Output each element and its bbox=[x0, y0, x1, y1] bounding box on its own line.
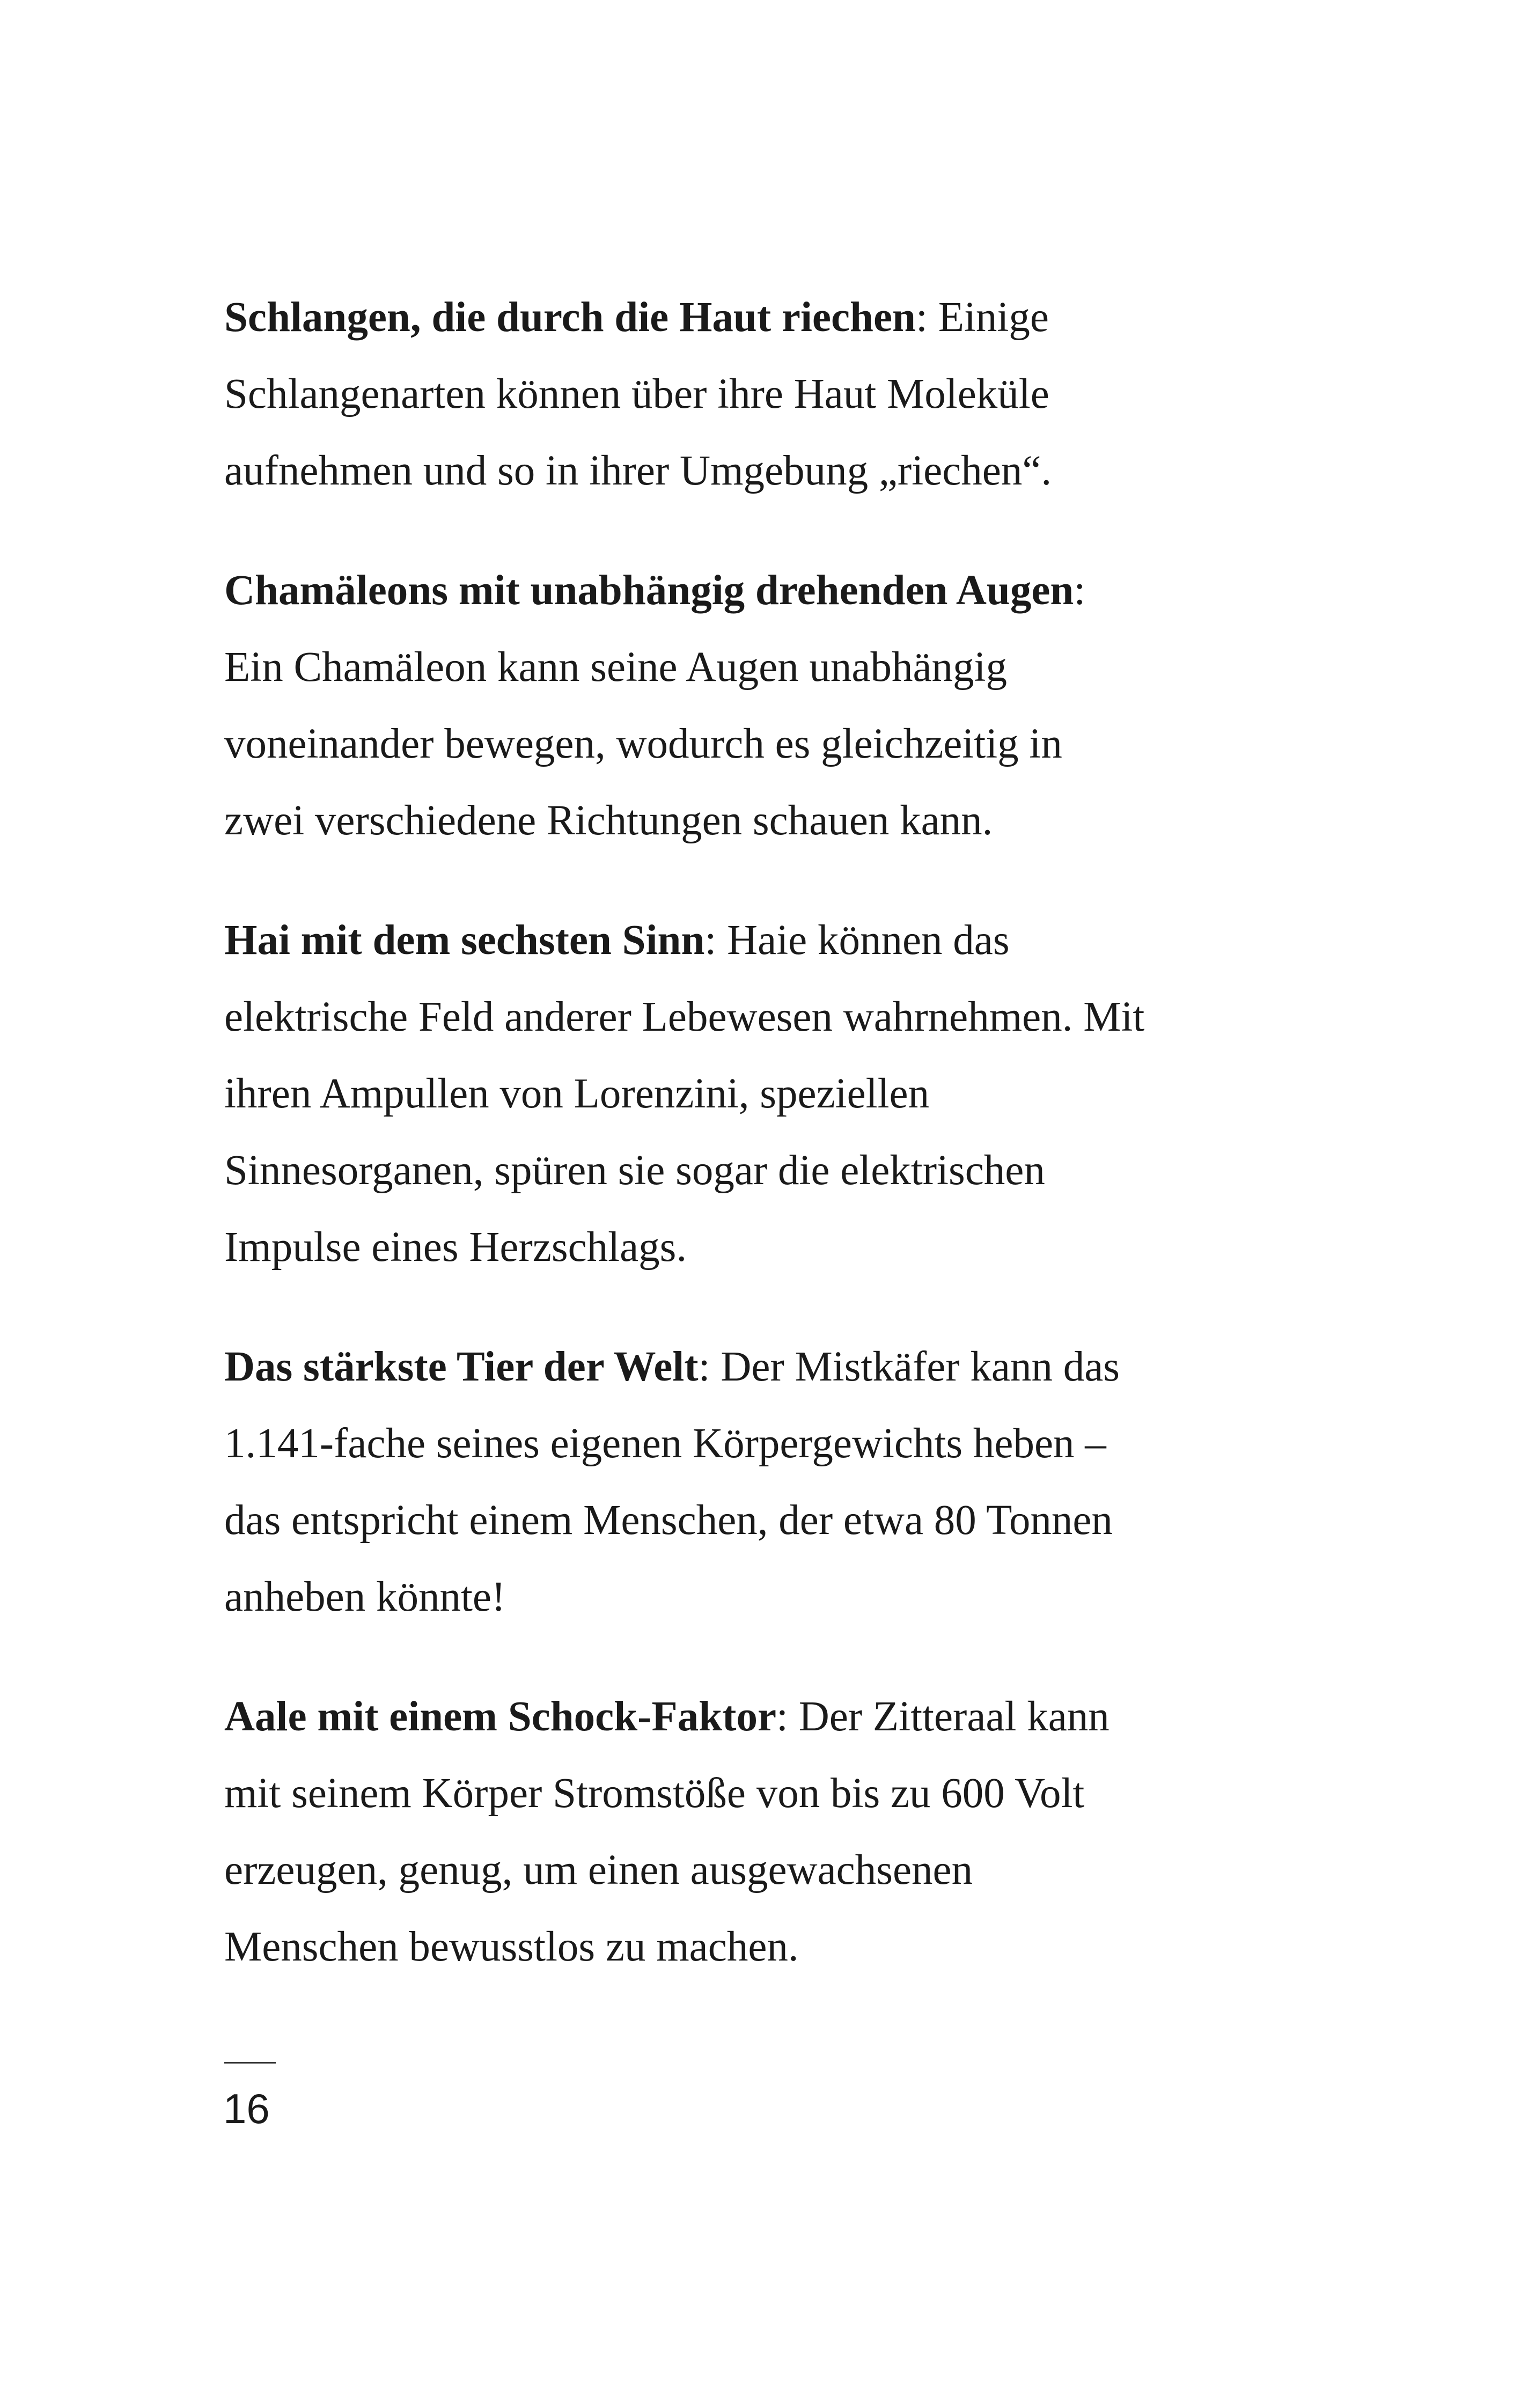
entry-line: elektrische Feld anderer Lebewesen wahrnehmen. Mit bbox=[224, 994, 1145, 1040]
entry-line: zwei verschiedene Richtungen schauen kann. bbox=[224, 797, 993, 844]
entry-strongest-animal bbox=[224, 1328, 1244, 1635]
entry-first-line bbox=[224, 902, 1244, 979]
page-number: 16 bbox=[223, 2085, 270, 2132]
entry-term: Hai mit dem sechsten Sinn bbox=[224, 917, 705, 964]
entry-term: Aale mit einem Schock-Faktor bbox=[224, 1693, 777, 1740]
entry-term: Das stärkste Tier der Welt bbox=[224, 1344, 699, 1390]
entry-line: Sinnesorganen, spüren sie sogar die elektrischen bbox=[224, 1147, 1045, 1194]
footer-divider bbox=[224, 2062, 276, 2064]
entry-text: : Haie können das bbox=[704, 917, 1010, 964]
entry-text: : Der Mistkäfer kann das bbox=[698, 1344, 1120, 1390]
entry-snakes bbox=[224, 279, 1244, 509]
entry-line: das entspricht einem Menschen, der etwa 80 Tonnen bbox=[224, 1497, 1113, 1544]
entry-line: anheben könnte! bbox=[224, 1574, 506, 1620]
entry-eels bbox=[224, 1678, 1244, 1985]
entry-line: Menschen bewusstlos zu machen. bbox=[224, 1924, 799, 1970]
entry-shark bbox=[224, 902, 1244, 1286]
entry-line: voneinander bewegen, wodurch es gleichzeitig in bbox=[224, 721, 1062, 767]
entry-text: : bbox=[1074, 567, 1086, 614]
entry-first-line bbox=[224, 279, 1244, 356]
entry-line: Schlangenarten können über ihre Haut Moleküle bbox=[224, 371, 1049, 417]
entry-text: : Der Zitteraal kann bbox=[776, 1693, 1109, 1740]
entry-first-line bbox=[224, 1328, 1244, 1405]
entry-term: Schlangen, die durch die Haut riechen bbox=[224, 294, 916, 341]
page-content bbox=[224, 279, 1244, 2028]
entry-line: ihren Ampullen von Lorenzini, speziellen bbox=[224, 1070, 930, 1117]
entry-line: erzeugen, genug, um einen ausgewachsenen bbox=[224, 1847, 973, 1893]
entry-text: : Einige bbox=[916, 294, 1049, 341]
entry-first-line bbox=[224, 552, 1244, 629]
entry-line: 1.141-fache seines eigenen Körpergewichts heben – bbox=[224, 1420, 1106, 1467]
entry-line: aufnehmen und so in ihrer Umgebung „riechen“. bbox=[224, 447, 1052, 494]
entry-line: Ein Chamäleon kann seine Augen unabhängig bbox=[224, 644, 1007, 691]
entry-chameleons bbox=[224, 552, 1244, 859]
entry-line: Impulse eines Herzschlags. bbox=[224, 1224, 687, 1271]
entry-line: mit seinem Körper Stromstöße von bis zu 600 Volt bbox=[224, 1770, 1085, 1817]
entry-first-line bbox=[224, 1678, 1244, 1755]
entry-term: Chamäleons mit unabhängig drehenden Augen bbox=[224, 567, 1074, 614]
